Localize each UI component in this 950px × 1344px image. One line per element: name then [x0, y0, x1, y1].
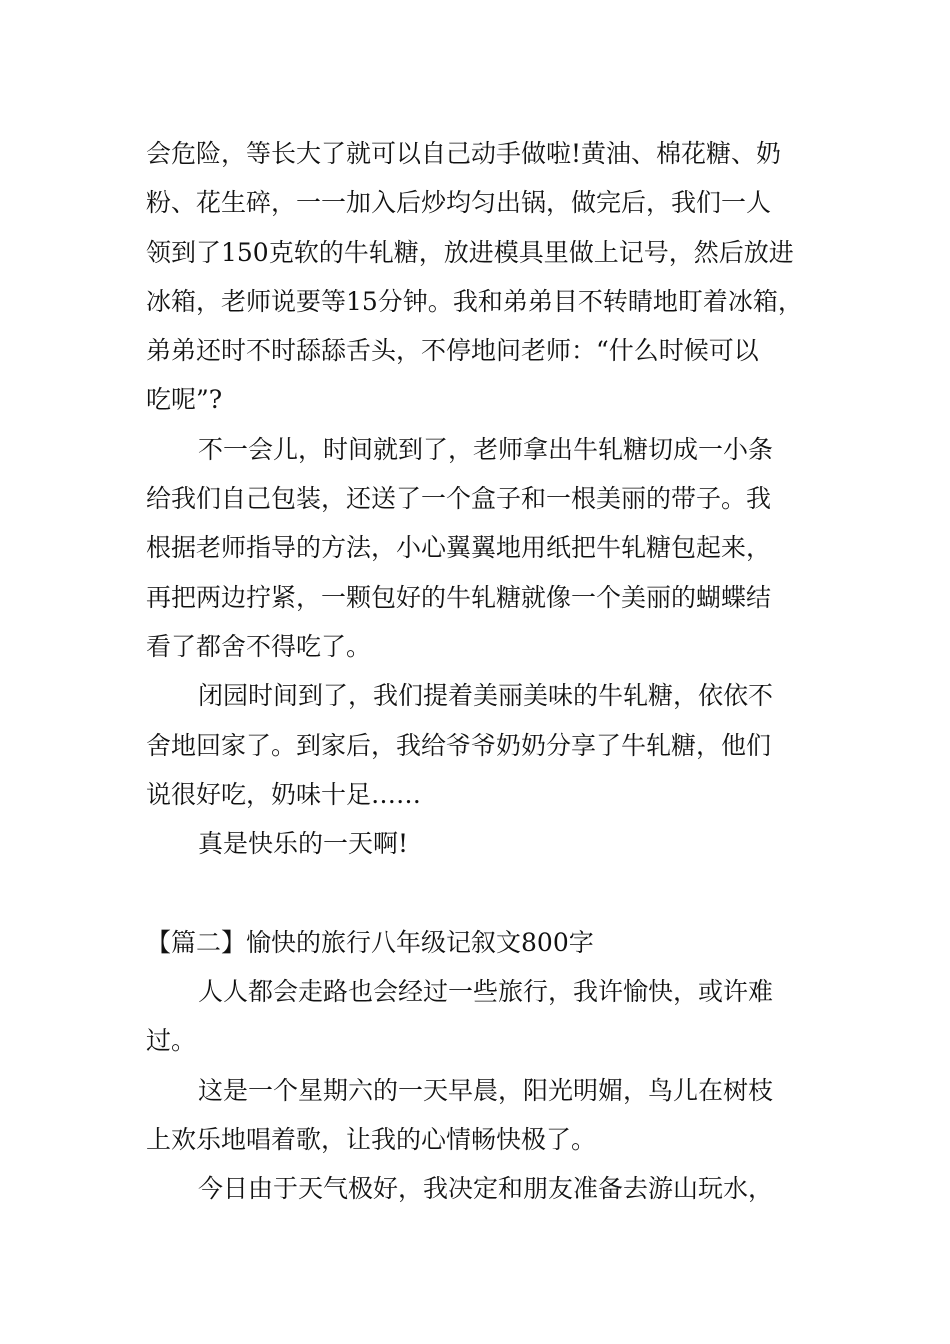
paragraph	[146, 819, 816, 868]
text-line: 人人都会走路也会经过一些旅行，我许愉快，或许难	[198, 977, 774, 1007]
text-line: 领到了150克软的牛轧糖，放进模具里做上记号，然后放进	[146, 237, 794, 267]
paragraph	[146, 671, 816, 819]
text-line: 冰箱，老师说要等15分钟。我和弟弟目不转睛地盯着冰箱，	[146, 286, 803, 316]
paragraph	[146, 129, 816, 425]
text-line: 上欢乐地唱着歌，让我的心情畅快极了。	[146, 1124, 597, 1154]
text-line: 弟弟还时不时舔舔舌头，不停地问老师：“什么时候可以	[146, 336, 759, 366]
text-line: 这是一个星期六的一天早晨，阳光明媚，鸟儿在树枝	[198, 1075, 774, 1105]
text-line: 今日由于天气极好，我决定和朋友准备去游山玩水，	[198, 1174, 774, 1204]
paragraph	[146, 967, 816, 1066]
paragraph	[146, 1066, 816, 1165]
paragraph	[146, 1164, 816, 1213]
text-line: 看了都舍不得吃了。	[146, 631, 372, 661]
paragraph	[146, 425, 816, 671]
blank-line	[146, 868, 816, 917]
text-line: 过。	[146, 1026, 197, 1056]
text-line: 再把两边拧紧，一颗包好的牛轧糖就像一个美丽的蝴蝶结	[146, 582, 772, 612]
text-line: 不一会儿，时间就到了，老师拿出牛轧糖切成一小条	[198, 434, 774, 464]
text-line: 粉、花生碎，一一加入后炒均匀出锅，做完后，我们一人	[146, 188, 772, 218]
text-line: 会危险，等长大了就可以自己动手做啦!黄油、棉花糖、奶	[146, 139, 782, 168]
text-line: 闭园时间到了，我们提着美丽美味的牛轧糖，依依不	[198, 681, 774, 711]
text-line: 给我们自己包装，还送了一个盒子和一根美丽的带子。我	[146, 484, 772, 514]
text-line: 说很好吃，奶味十足……	[146, 779, 422, 809]
document-body	[146, 129, 816, 1214]
text-line: 根据老师指导的方法，小心翼翼地用纸把牛轧糖包起来，	[146, 533, 772, 563]
section-heading: 【篇二】愉快的旅行八年级记叙文800字	[146, 927, 594, 957]
text-line: 真是快乐的一天啊!	[198, 829, 409, 859]
text-line: 吃呢”?	[146, 385, 223, 415]
text-line: 舍地回家了。到家后，我给爷爷奶奶分享了牛轧糖，他们	[146, 730, 772, 760]
